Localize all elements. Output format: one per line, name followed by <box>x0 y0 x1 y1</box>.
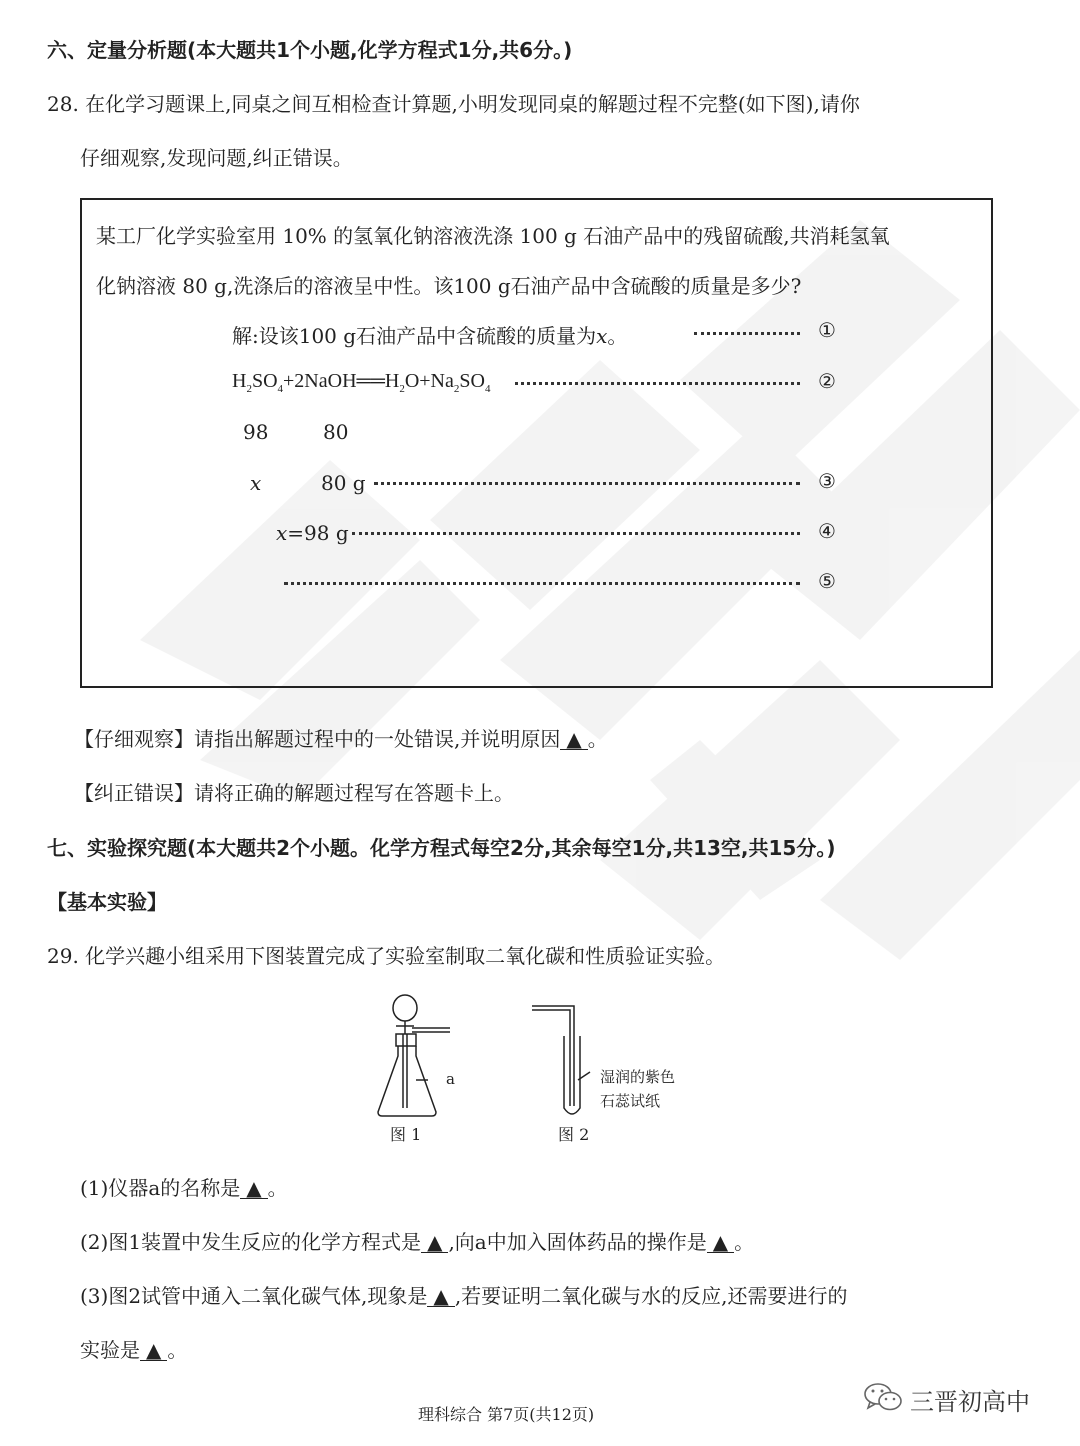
q28-observe <box>74 723 608 752</box>
observe-end: 。 <box>587 727 608 751</box>
q28-step1 <box>232 320 627 349</box>
mark-2: ② <box>818 369 836 393</box>
q28-problem-line2: 化钠溶液 80 g,洗涤后的溶液呈中性。该100 g石油产品中含硫酸的质量是多少? <box>96 274 802 298</box>
mark-3: ③ <box>818 469 836 493</box>
eq-sub: 2 <box>453 383 460 395</box>
section7-heading: 七、实验探究题(本大题共2个小题。化学方程式每空2分,其余每空1分,共13空,共15分。) <box>47 836 836 860</box>
dotted-leader-2 <box>515 382 800 385</box>
eq-sub: 4 <box>277 383 284 395</box>
molar-mass-80: 80 <box>323 420 349 444</box>
part1-end: 。 <box>267 1176 288 1200</box>
q28-problem-line1: 某工厂化学实验室用 10% 的氢氧化钠溶液洗涤 100 g 石油产品中的残留硫酸,共消耗氢氧 <box>96 224 890 248</box>
q29-part3-line2 <box>80 1334 187 1363</box>
litmus-label-line2: 石蕊试纸 <box>600 1092 661 1110</box>
eq-sub: 2 <box>246 383 252 395</box>
observe-text: 【仔细观察】请指出解题过程中的一处错误,并说明原因 <box>74 727 561 751</box>
part3-text: (3)图2试管中通入二氧化碳气体,现象是 <box>80 1284 428 1308</box>
part3-mid: ,若要证明二氧化碳与水的反应,还需要进行的 <box>454 1284 848 1308</box>
part3-line2-text: 实验是 <box>80 1338 140 1362</box>
q28-step1-end: 。 <box>607 324 628 348</box>
q28-text-line1: 28. 在化学习题课上,同桌之间互相检查计算题,小明发现同桌的解题过程不完整(如下图),请你 <box>47 92 860 116</box>
result-val: =98 g <box>287 521 349 545</box>
dotted-leader-1 <box>694 332 800 335</box>
eq-so: SO <box>251 370 278 392</box>
page-footer: 理科综合 第7页(共12页) <box>418 1405 595 1424</box>
q28-correct: 【纠正错误】请将正确的解题过程写在答题卡上。 <box>74 781 514 805</box>
section6-heading: 六、定量分析题(本大题共1个小题,化学方程式1分,共6分。) <box>47 38 573 62</box>
part2-end: 。 <box>734 1230 755 1254</box>
dotted-leader-3 <box>374 482 800 485</box>
part2-mid: ,向a中加入固体药品的操作是 <box>448 1230 707 1254</box>
mark-1: ① <box>818 318 836 342</box>
q29-part3-line1 <box>80 1280 848 1309</box>
part3-end: 。 <box>167 1338 188 1362</box>
q29-part1 <box>80 1172 288 1201</box>
answer-blank[interactable]: ▲ <box>240 1178 267 1199</box>
eq-sub: 2 <box>399 383 405 395</box>
eq-mid2: O+Na <box>404 370 454 392</box>
answer-blank[interactable]: ▲ <box>707 1232 734 1253</box>
answer-blank[interactable]: ▲ <box>421 1232 448 1253</box>
mass-80g: 80 g <box>321 471 366 495</box>
wechat-account-name: 三晋初高中 <box>910 1388 1030 1416</box>
mark-4: ④ <box>818 519 836 543</box>
mark-5: ⑤ <box>818 569 836 593</box>
eq-h: H <box>232 370 247 392</box>
q29-part2 <box>80 1226 754 1255</box>
answer-blank[interactable]: ▲ <box>140 1340 167 1361</box>
q28-text-line2: 仔细观察,发现问题,纠正错误。 <box>80 146 353 170</box>
figure1-label: 图 1 <box>390 1125 422 1144</box>
q29-intro: 29. 化学兴趣小组采用下图装置完成了实验室制取二氧化碳和性质验证实验。 <box>47 944 726 968</box>
part2-text: (2)图1装置中发生反应的化学方程式是 <box>80 1230 422 1254</box>
figure2-label: 图 2 <box>558 1125 590 1144</box>
result-var: x <box>276 521 288 545</box>
label-a: a <box>446 1070 455 1088</box>
eq-mid: +2NaOH══H <box>283 370 400 392</box>
figure1-apparatus <box>370 990 480 1125</box>
eq-so2: SO <box>459 370 485 392</box>
answer-blank[interactable]: ▲ <box>560 729 587 750</box>
q28-equation <box>232 370 490 395</box>
q28-step1-text: 解:设该100 g石油产品中含硫酸的质量为 <box>232 324 597 348</box>
q28-step1-var: x <box>596 324 608 348</box>
result-line <box>276 521 349 545</box>
dotted-leader-4 <box>352 532 800 535</box>
figure2-test-tube <box>530 996 610 1121</box>
wechat-icon <box>862 1380 904 1414</box>
molar-mass-98: 98 <box>243 420 269 444</box>
eq-sub: 4 <box>484 383 491 395</box>
part1-text: (1)仪器a的名称是 <box>80 1176 241 1200</box>
dotted-leader-5 <box>284 582 800 585</box>
basic-experiment-label: 【基本实验】 <box>47 890 167 914</box>
x-label: x <box>250 471 262 495</box>
litmus-label-line1: 湿润的紫色 <box>600 1068 676 1086</box>
answer-blank[interactable]: ▲ <box>427 1286 454 1307</box>
